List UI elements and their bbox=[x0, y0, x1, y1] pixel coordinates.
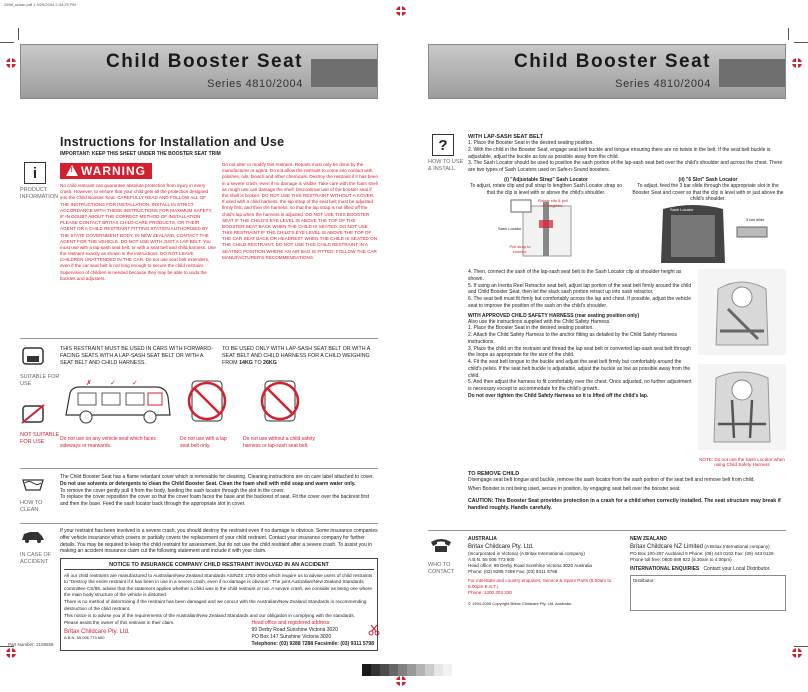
notice-abn: A.B.N. 55 006 773 600 bbox=[64, 634, 105, 640]
harness-note: NOTE: Do not use the Sash Locator when using Child Safety Harness bbox=[699, 457, 785, 467]
color-swatch bbox=[425, 664, 434, 676]
divider bbox=[20, 338, 378, 339]
banner-bar bbox=[719, 59, 785, 87]
title-banner bbox=[20, 44, 378, 99]
clean-warning: Do not use solvents or detergents to clean the Child Booster Seat. Clean the foam shell with mild soap and warm water only. bbox=[60, 480, 356, 487]
part-number: Part Number: 2108558 bbox=[8, 642, 54, 647]
right-page bbox=[428, 44, 786, 644]
contact-section bbox=[428, 536, 786, 626]
left-page bbox=[8, 44, 379, 647]
crop-mark bbox=[0, 42, 14, 43]
accident-label: IN CASE OF ACCIDENT bbox=[20, 552, 52, 566]
color-calibration-bar bbox=[362, 664, 452, 676]
color-swatch bbox=[416, 664, 425, 676]
locator2-label2: 3 bar slide bbox=[746, 217, 765, 222]
not-suitable-label: NOT SUITABLE FOR USE bbox=[20, 432, 60, 446]
clean-remove: To remove the cover gently pull it from the body, feeding the sash locator through the slot in the cover. bbox=[60, 487, 285, 494]
color-swatch bbox=[371, 664, 380, 676]
product-info-section bbox=[20, 162, 378, 334]
usage-illustrations bbox=[60, 377, 378, 450]
crash-car-icon bbox=[20, 528, 46, 544]
notice-p1: All our child restraints are manufactured to Australian/New Zealand Standards AS/NZS 1754-2004 which require us to advise users of child restraints to "Destroy the entire restraint if it has been in use in a severe crash, even if no damage is obvious". The joint Australian/New Zealand Standards committee CS/85, advise that the statement applies whether a child was in the child restraint or not. A severe crash, we consider as being one where the main body structure of the vehicle is distorted. bbox=[64, 573, 373, 598]
registration-mark-icon bbox=[396, 6, 406, 16]
registration-mark-icon bbox=[6, 648, 16, 658]
svg-text:✓: ✓ bbox=[132, 380, 138, 388]
slot-locator-illustration bbox=[633, 203, 783, 267]
registration-mark-icon bbox=[792, 648, 802, 658]
australia-contact: AUSTRALIA Britax Childcare Pty. Ltd. (Incorporated in Victoria) (A Britax International company) A.B.N. 55 006 773 600 Head office: 99 Derby Road Sunshine Victoria 3020 Australia Phone: (03) 9288 7288 Fax: (03) 9311 5798 For interstate and country enquiries, Service & Spare Parts (8.00am to 5.00pm E.S.T.) Phone: 1300 303 330 bbox=[468, 536, 612, 595]
address-line-3: Telephone: (03) 9288 7288 Facsimile: (03) 9311 5798 bbox=[251, 640, 374, 647]
color-swatch bbox=[362, 664, 371, 676]
lap-belt-illustration bbox=[180, 377, 235, 429]
main-heading: Instructions for Installation and Use bbox=[60, 135, 285, 149]
harness-intro: Also use the instructions supplied with the Child Safety Harness. bbox=[468, 318, 611, 325]
seat-icon bbox=[20, 346, 46, 366]
locator2-text: To adjust, feed the 3 bar slide through the appropriate slot in the Booster Seat and cover so that the clip is level with or just above the child's shoulder. bbox=[632, 182, 784, 203]
svg-text:✗: ✗ bbox=[86, 380, 92, 388]
caution-text: CAUTION: This Booster Seat provides protection in a crash for a child when correctly installed. The seat structure may break if handled roughly. Handle carefully. bbox=[468, 497, 781, 511]
divider bbox=[428, 530, 786, 531]
notice-p2: There is no method of determining if the restraint has been damaged and we concur with the Australian/New Zealand Standards in recommending destruction of the child restraint. bbox=[64, 599, 367, 611]
crop-mark bbox=[18, 28, 19, 40]
notice-p3: This notice is to advise you of the requirements of the Australian/New Zealand Standards and our obligation in complying with the standards. bbox=[64, 613, 356, 619]
product-info-label: PRODUCT INFORMATION bbox=[20, 187, 59, 201]
color-swatch bbox=[443, 664, 452, 676]
locator2-title: (ii) "6 Slot" Sash Locator bbox=[678, 176, 738, 183]
locator1-text: To adjust, rotate clip and pull strap to lengthen Sash Locator strap so that the clip is level with or above the child's shoulder. bbox=[469, 182, 623, 196]
harness-heading: WITH APPROVED CHILD SAFETY HARNESS (rear seating position only) bbox=[468, 312, 640, 319]
registration-mark-icon bbox=[6, 58, 16, 68]
clean-replace: To replace the cover reposition the cover so that the cover foam faces the base and the backrest of seat. Fit the cover over the backrest first and then the base. Feed the sash locator back through the appropriate slot in cover. bbox=[60, 494, 370, 507]
locator1-label1: Rotate clip & pull to lengthen. bbox=[538, 198, 569, 209]
phone-icon bbox=[428, 536, 454, 554]
no-harness-illustration bbox=[243, 377, 318, 429]
banner-bar bbox=[311, 59, 377, 87]
steps-c: 1. Place the Booster Seat in the desired seating position. 2. Attach the Child Safety Harness to the anchor fitting as detailed by the Child Safety Harness instructions. 3. Place the child on the restraint and thread the lap seat belt or converted lap-sash seat belt through the loops as appropriate for the size of the child. 4. Fit the seat belt tongue to the buckle and adjust the seat belt firmly but comfortably around the child's pelvis. If the seat belt buckle is adjustable, adjust the buckle as low as possible away from the child. 5. And then adjust the harness to fit comfortably over the chest. Once adjusted, no further adjustment is necessary except to accommodate for the child's growth. Do not over tighten the Child Safety Harness so it is lifted off the child's lap. bbox=[468, 325, 692, 399]
wash-icon bbox=[20, 474, 46, 492]
divider bbox=[20, 468, 378, 469]
clean-text: The Child Booster Seat has a flame retardant cover which is removable for cleaning. Cleaning instructions are on care label attached to cover. bbox=[60, 474, 374, 480]
banner-title: Child Booster Seat bbox=[106, 51, 303, 72]
remove-heading: TO REMOVE CHILD bbox=[468, 471, 520, 477]
remove-text-1: Disengage seat belt tongue and buckle, remove the sash locator from the sash portion of the seat belt and remove belt from child. bbox=[468, 477, 755, 483]
question-icon: ? bbox=[432, 134, 454, 156]
notice-company: Britax Childcare Pty. Ltd. bbox=[64, 628, 130, 635]
banner-title: Child Booster Seat bbox=[514, 51, 711, 72]
install-section bbox=[428, 134, 786, 534]
warning-triangle-icon bbox=[66, 165, 78, 176]
distributor-box: Distributor: bbox=[630, 575, 786, 611]
locator1-illustration bbox=[468, 196, 624, 260]
clean-label: HOW TO CLEAN bbox=[20, 500, 43, 514]
not-use-text-2: Do not use with a lap seat belt only. bbox=[180, 436, 227, 450]
copyright: © 1994-2005 Copyright Britax Childcare Pty. Ltd. Australia. bbox=[468, 600, 572, 606]
title-banner bbox=[428, 44, 786, 99]
registration-mark-icon bbox=[792, 58, 802, 68]
warning-text-col2: Do not alter or modify this restraint. Repairs must only be done by the manufacturer or agent. Do not allow the restraint to come into contact with polishes, oils, bleach and other chemicals. Destroy the restraint if it has been in a severe crash, even if no damage is visible. Take care with the foam shell as rough use can damage the shell. Discontinue use of the booster seat if the shell is broken. DO NOT USE THIS RESTRAINT WITHOUT A COVER. If used with a child harness, the lap strap of the seat belt must be adjusted firmly first, and then the harness, so that the lap strap is not lifted off the child's lap when the harness is adjusted. DO NOT USE THIS BOOSTER SEAT IF THE CHILD'S EYE LEVEL IS ABOVE THE TOP OF THE BOOSTER SEAT BACK WHEN THE CHILD IS SEATED. DO NOT USE THIS RESTRAINT IF THE CHILD'S EYE LEVEL IS ABOVE THE TOP OF THE CAR SEAT BACK OR HEADREST WHEN THE CHILD IS SEATED ON THE CHILD RESTRAINT. DO NOT USE THIS CHILD RESTRAINT IN A SEATING POSITION WHERE AN AIR BAG IS FITTED. FOLLOW THE CAR MANUFACTURER'S RECOMMENDATIONS. bbox=[222, 162, 379, 260]
divider bbox=[20, 523, 378, 524]
sash-locators bbox=[468, 177, 786, 267]
color-swatch bbox=[407, 664, 416, 676]
insurance-notice bbox=[60, 558, 378, 651]
contact-label: WHO TO CONTACT bbox=[428, 562, 455, 576]
new-zealand-contact: NEW ZEALAND Britax Childcare NZ Limited (A Britax International company) PO Box 100-297 Auckland 9 Phone: (09) 443 0102 Fax: (09) 443 0129 Phone toll free: 0800 688 822 (8.30am to 4.00pm) INTERNATIONAL ENQUIRIES Contact your Local Distributor. Distributor: bbox=[630, 536, 786, 611]
warning-badge bbox=[60, 163, 152, 179]
address-line-2: PO Box 147 Sunshine Victoria 3020 bbox=[251, 633, 332, 640]
locator1-label2: Sash Locator bbox=[498, 226, 522, 232]
info-icon: i bbox=[24, 162, 46, 184]
suitable-label: SUITABLE FOR USE bbox=[20, 374, 60, 388]
notice-title: NOTICE TO INSURANCE COMPANY CHILD RESTRAINT INVOLVED IN AN ACCIDENT bbox=[64, 562, 374, 570]
head-office-label: Head office and registered address: bbox=[251, 620, 331, 627]
not-use-text-1: Do not use on any vehicle seat which faces sideways or rearwards. bbox=[60, 436, 156, 450]
locator2-illustration bbox=[630, 203, 786, 267]
locator2-label1: Sash Locator bbox=[670, 207, 694, 212]
crop-mark bbox=[794, 42, 808, 43]
color-swatch bbox=[398, 664, 407, 676]
child-seat-illustration bbox=[698, 269, 786, 355]
van-illustration bbox=[60, 377, 172, 429]
warning-label: WARNING bbox=[81, 164, 146, 178]
steps-a: 1. Place the Booster Seat in the desired seating position. 2. With the child in the Booster Seat, engage seat belt buckle and tongue ensuring there are no twists in the belt. If the seat belt buckle is adjustable, adjust the buckle as low as possible away from the child. 3. The Sash Locator should be used to position the sash portion of the lap-sash seat belt over the child's shoulder and across the chest. There are two types of Sash Locators used on Safe-n-Sound boosters. bbox=[468, 140, 783, 173]
suitable-section bbox=[20, 346, 378, 466]
color-swatch bbox=[434, 664, 443, 676]
suitable-text-2: TO BE USED ONLY WITH LAP-SASH SEAT BELT OR WITH A SEAT BELT AND CHILD HARNESS FOR A CHILD WEIGHING FROM 14KG TO 26KG bbox=[222, 346, 370, 367]
crop-mark bbox=[794, 646, 808, 647]
notice-p4: Please assist the owner of this restraint in their claim. bbox=[64, 620, 175, 626]
suitable-text-1: THIS RESTRAINT MUST BE USED IN CARS WITH FORWARD-FACING SEATS WITH A LAP-SASH SEAT BELT OR WITH A SEAT BELT AND CHILD HARNESS. bbox=[60, 346, 213, 367]
crop-mark bbox=[788, 28, 789, 40]
clean-section bbox=[20, 474, 378, 520]
registration-mark-icon bbox=[396, 676, 406, 686]
locator1-label3: Pull strap to shorten. bbox=[509, 244, 531, 255]
svg-text:✓: ✓ bbox=[110, 380, 116, 388]
banner-series: Series 4810/2004 bbox=[615, 78, 711, 90]
important-note: IMPORTANT: KEEP THIS SHEET UNDER THE BOOSTER SEAT TRIM bbox=[60, 151, 221, 157]
how-to-label: HOW TO USE & INSTALL bbox=[428, 159, 464, 173]
harness-bold-note: Do not over tighten the Child Safety Harness so it is lifted off the child's lap. bbox=[468, 392, 649, 399]
accident-text: If your restraint has been involved in a severe crash, you should destroy the restraint even if no damage is obvious. Some insurance companies offer vehicle insurance which covers or partially covers the replacement of your child restraint. Contact your insurance company for further details. You may be required to keep the child restraint for assessment, but do not use the child restraint after a severe crash. To assist you in making an accident insurance claim cut the following statement and include it with your claim. bbox=[60, 528, 378, 555]
warning-text-col1: No child restraint can guarantee absolute protection from injury in every crash. However, to ensure that your child gets all the protection designed into the Child Booster Seat. CAREFULLY READ AND FOLLOW ALL OF THE INSTRUCTIONS FOR INSTALLATION. INSTALL IN STRICT ACCORDANCE WITH THESE INSTRUCTIONS FOR MAXIMUM SAFETY. IF IN DOUBT ABOUT THE CORRECT METHOD OF INSTALLATION PLEASE CONTACT BRITAX CHILD-CARE PRODUCTS, OR THEIR AGENT OR A CHILD RESTRAINT FITTING STATION AUTHORISED BY THE STATE GOVERNMENT BODY. IN NEW ZEALAND, CONTACT THE AGENT FOR THE VEHICLE. DO NOT USE WITH JUST A LAP BELT. You must use with a lap-sash seat belt, or with a seat belt and child harness. Use the restraint exactly as shown in the instructions. DO NOT LEAVE CHILDREN UNATTENDED IN THE CAR. Do not use seat belt extenders, even if the car seat belt is not long enough to secure the child restraint. Supervision of children is needed because they may be able to undo the buckles and adjusters. bbox=[60, 183, 216, 281]
harness-illustration bbox=[698, 364, 786, 450]
address-line-1: 99 Derby Road Sunshine Victoria 3020 bbox=[251, 627, 338, 634]
steps-b: 4. Then, connect the sash of the lap-sash seat belt to the Sash Locator clip at shoulder height as shown. 5. If using an Inertia Reel Retractor seat belt, adjust lap portion of the seat belt firmly around the child and Child Booster Seat, then let the slack sash portion retract up into sash retractor. 6. The seat belt must fit firmly but comfortably across the lap and chest. If possible, adjust the vehicle seat to improve the position of the sash on the child's shoulder. bbox=[468, 269, 692, 309]
color-swatch bbox=[389, 664, 398, 676]
lapsash-heading: WITH LAP-SASH SEAT BELT bbox=[468, 134, 543, 140]
not-use-text-3: Do not use without a child safety harness or lap-sash seat belt. bbox=[243, 436, 315, 450]
file-header: 2558_urban.pdf 1 9/29/2004 2:44:25 PM bbox=[4, 2, 76, 7]
not-suitable-icon bbox=[20, 404, 46, 424]
color-swatch bbox=[380, 664, 389, 676]
locator1-title: (i) "Adjustable Strap" Sash Locator bbox=[504, 176, 588, 183]
remove-text-2: When Booster is not being used, secure in position, by engaging seat belt over the booster seat. bbox=[468, 485, 681, 492]
scissors-icon bbox=[368, 624, 380, 636]
banner-series: Series 4810/2004 bbox=[207, 78, 303, 90]
